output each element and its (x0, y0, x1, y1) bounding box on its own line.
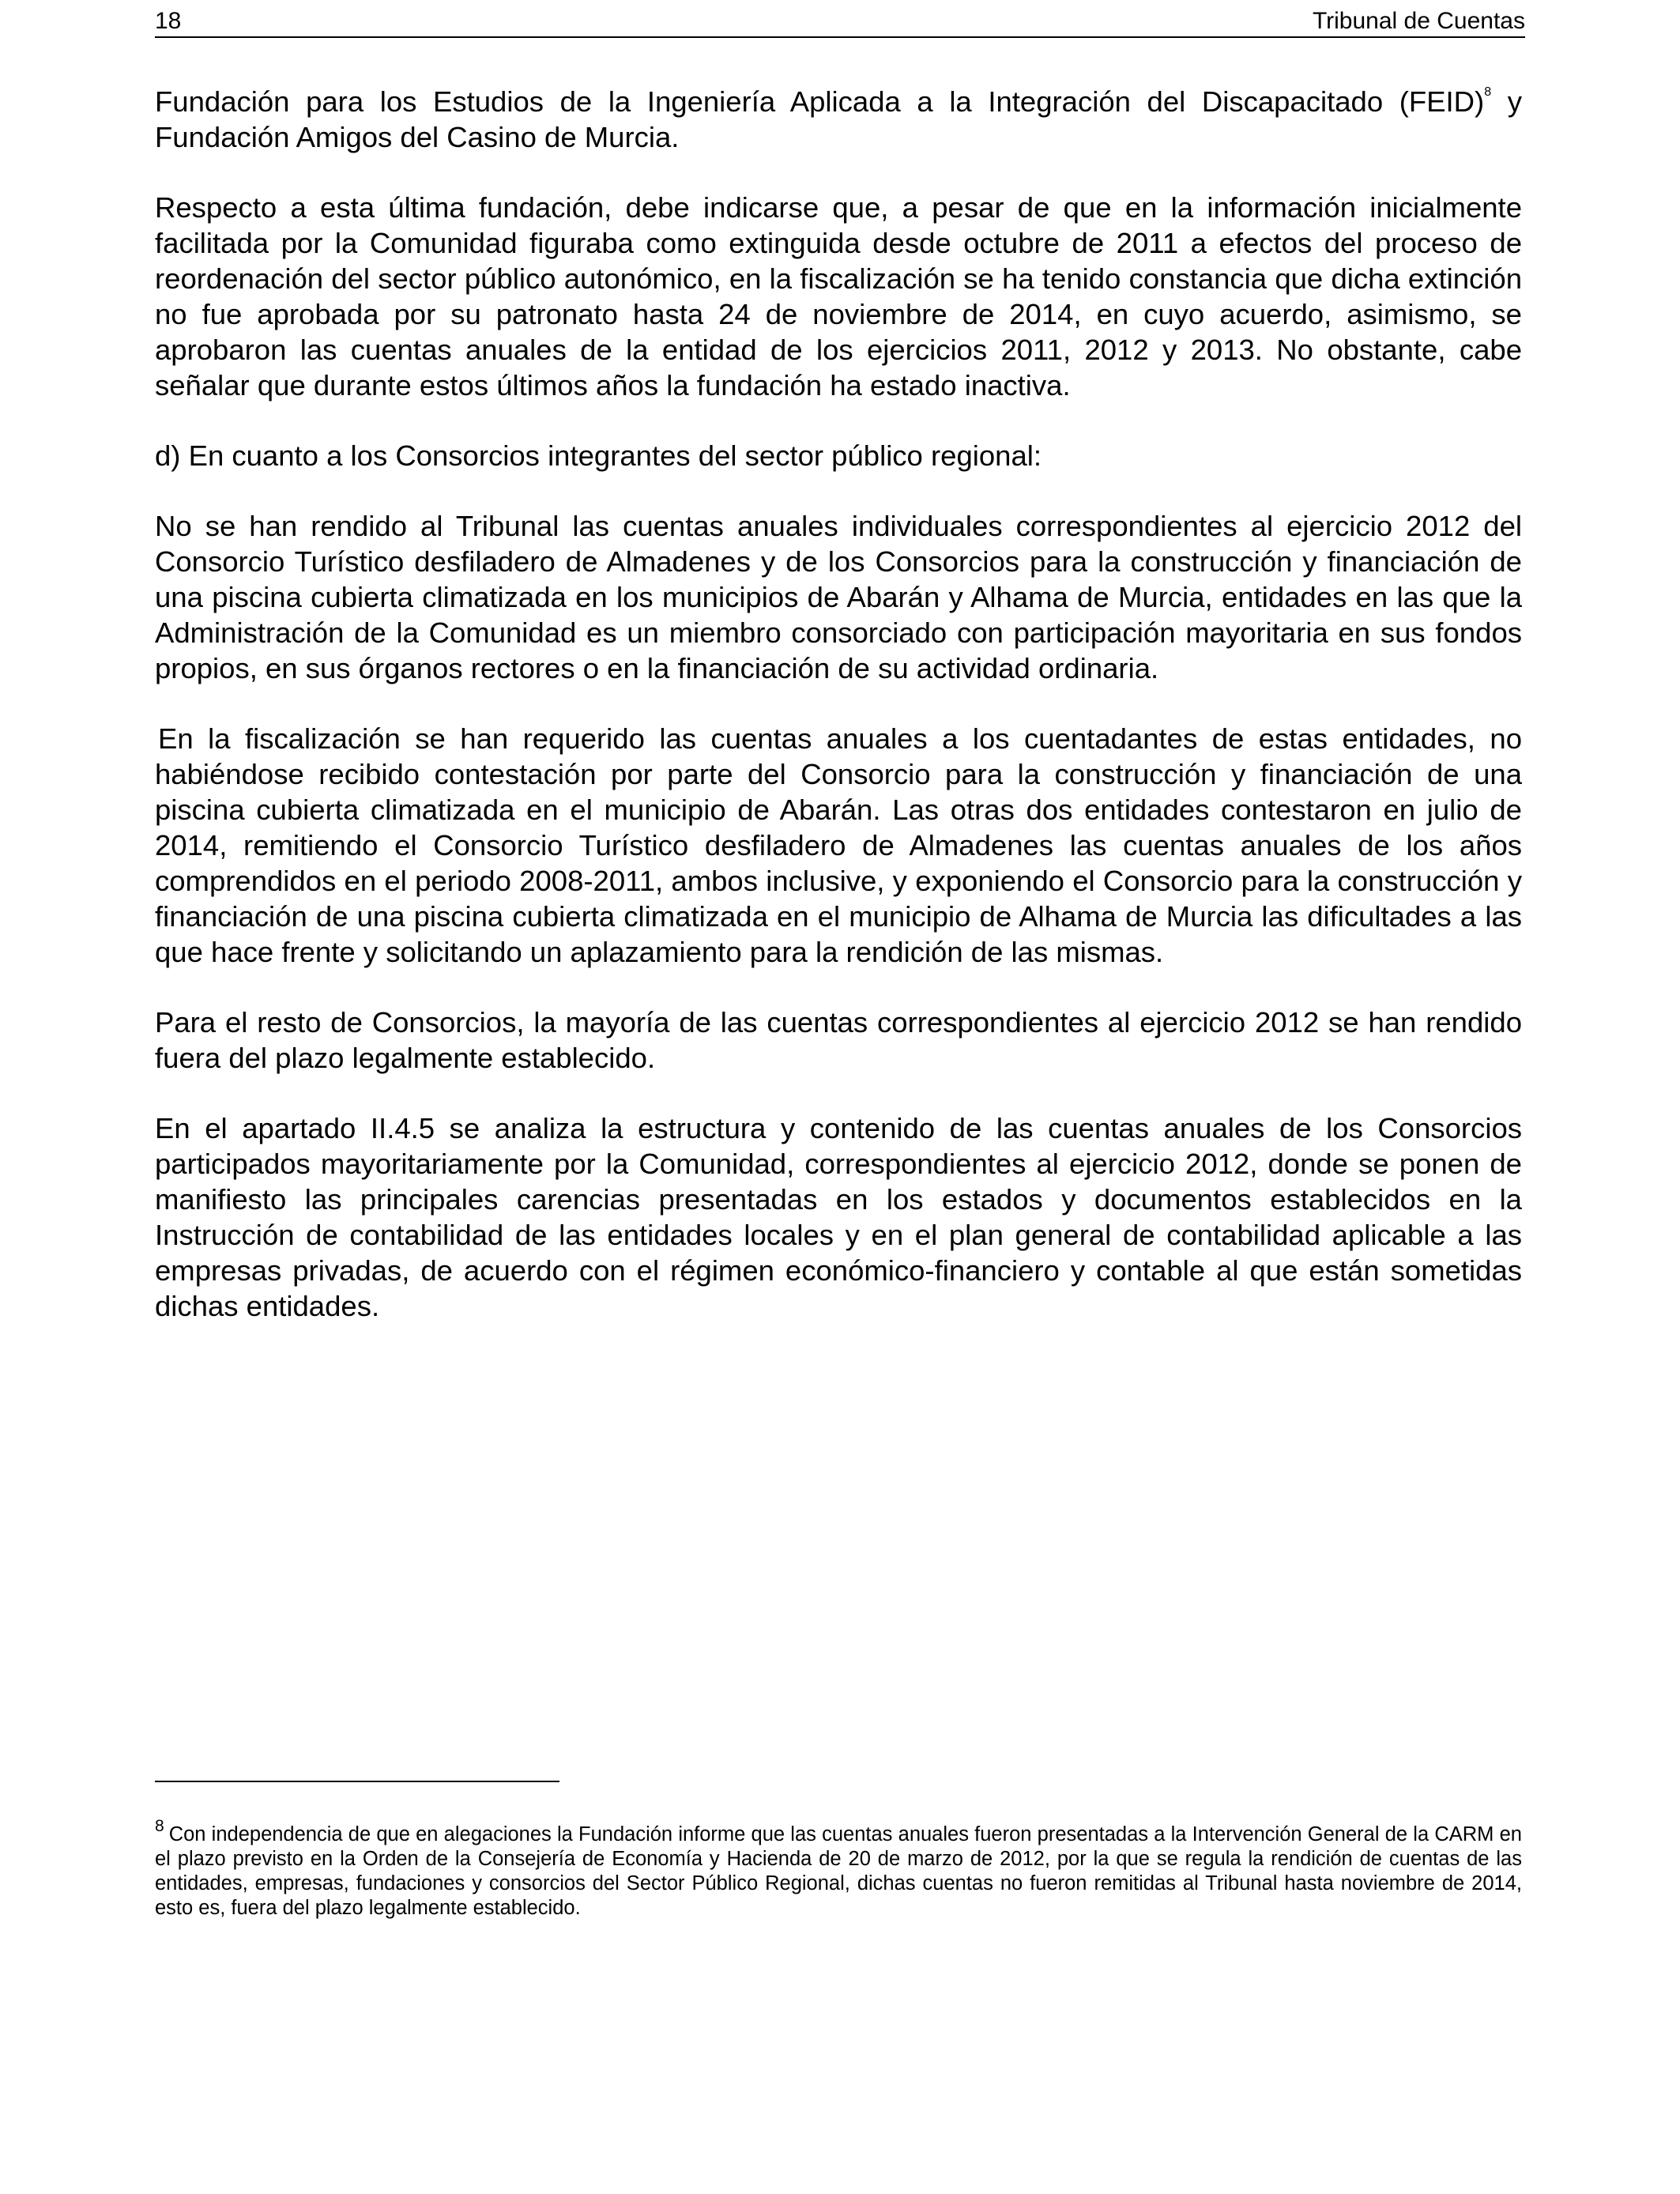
paragraph-casino-foundation: Respecto a esta última fundación, debe indicarse que, a pesar de que en la información inicialmente facilitada por la Comunidad figuraba como extinguida desde octubre de 2011 a efectos del proceso de reordenación del sector público autonómico, en la fiscalización se ha tenido constancia que dicha extinción no fue aprobada por su patronato hasta 24 de noviembre de 2014, en cuyo acuerdo, asimismo, se aprobaron las cuentas anuales de la entidad de los ejercicios 2011, 2012 y 2013. No obstante, cabe señalar que durante estos últimos años la fundación ha estado inactiva. (155, 191, 1522, 401)
publisher-name: Tribunal de Cuentas (1312, 8, 1525, 34)
section-heading-consorcios: d) En cuanto a los Consorcios integrantes del sector público regional: (155, 439, 1042, 472)
paragraph-feid (155, 84, 1522, 155)
footnote-reference-link[interactable]: 8 (1484, 85, 1492, 99)
footnote-text: Con independencia de que en alegaciones la Fundación informe que las cuentas anuales fueron presentadas a la Intervención General de la CARM en el plazo previsto en la Orden de la Consejería de Economía y Hacienda de 20 de marzo de 2012, por la que se regula la rendición de cuentas de las entidades, empresas, fundaciones y consorcios del Sector Público Regional, dichas cuentas no fueron remitidas al Tribunal hasta noviembre de 2014, esto es, fuera del plazo legalmente establecido. (155, 1823, 1522, 1919)
paragraph-other-consortia: Para el resto de Consorcios, la mayoría de las cuentas correspondientes al ejercicio 2012 se han rendido fuera del plazo legalmente establecido. (155, 1006, 1522, 1074)
paragraph-requested-accounts: En la fiscalización se han requerido las cuentas anuales a los cuentadantes de estas entidades, no habiéndose recibido contestación por parte del Consorcio para la construcción y financiación de una piscina cubierta climatizada en el municipio de Abarán. Las otras dos entidades contestaron en julio de 2014, remitiendo el Consorcio Turístico desfiladero de Almadenes las cuentas anuales de los años comprendidos en el periodo 2008-2011, ambos inclusive, y exponiendo el Consorcio para la construcción y financiación de una piscina cubierta climatizada en el municipio de Alhama de Murcia las dificultades a las que hace frente y solicitando un aplazamiento para la rendición de las mismas. (155, 722, 1522, 968)
footnote-mark: 8 (155, 1817, 164, 1835)
main-text (155, 84, 1522, 1359)
paragraph-feid-tail: y Fundación Amigos del Casino de Murcia. (155, 85, 1522, 153)
page-number: 18 (155, 8, 182, 34)
paragraph-unrendered-accounts: No se han rendido al Tribunal las cuentas anuales individuales correspondientes al ejercicio 2012 del Consorcio Turístico desfiladero de Almadenes y de los Consorcios para la construcción y financiación de una piscina cubierta climatizada en los municipios de Abarán y Alhama de Murcia, entidades en las que la Administración de la Comunidad es un miembro consorciado con participación mayoritaria en sus fondos propios, en sus órganos rectores o en la financiación de su actividad ordinaria. (155, 510, 1522, 684)
paragraph-analysis-reference: En el apartado II.4.5 se analiza la estructura y contenido de las cuentas anuales de los Consorcios participados mayoritariamente por la Comunidad, correspondientes al ejercicio 2012, donde se ponen de manifiesto las principales carencias presentadas en los estados y documentos establecidos en la Instrucción de contabilidad de las entidades locales y en el plan general de contabilidad aplicable a las empresas privadas, de acuerdo con el régimen económico-financiero y contable al que están sometidas dichas entidades. (155, 1112, 1522, 1322)
footnote-separator (155, 1781, 559, 1782)
paragraph-feid-text: Fundación para los Estudios de la Ingeniería Aplicada a la Integración del Discapacitado (FEID) (155, 85, 1485, 118)
page-header (155, 6, 1525, 38)
footnote (155, 1817, 1522, 1921)
